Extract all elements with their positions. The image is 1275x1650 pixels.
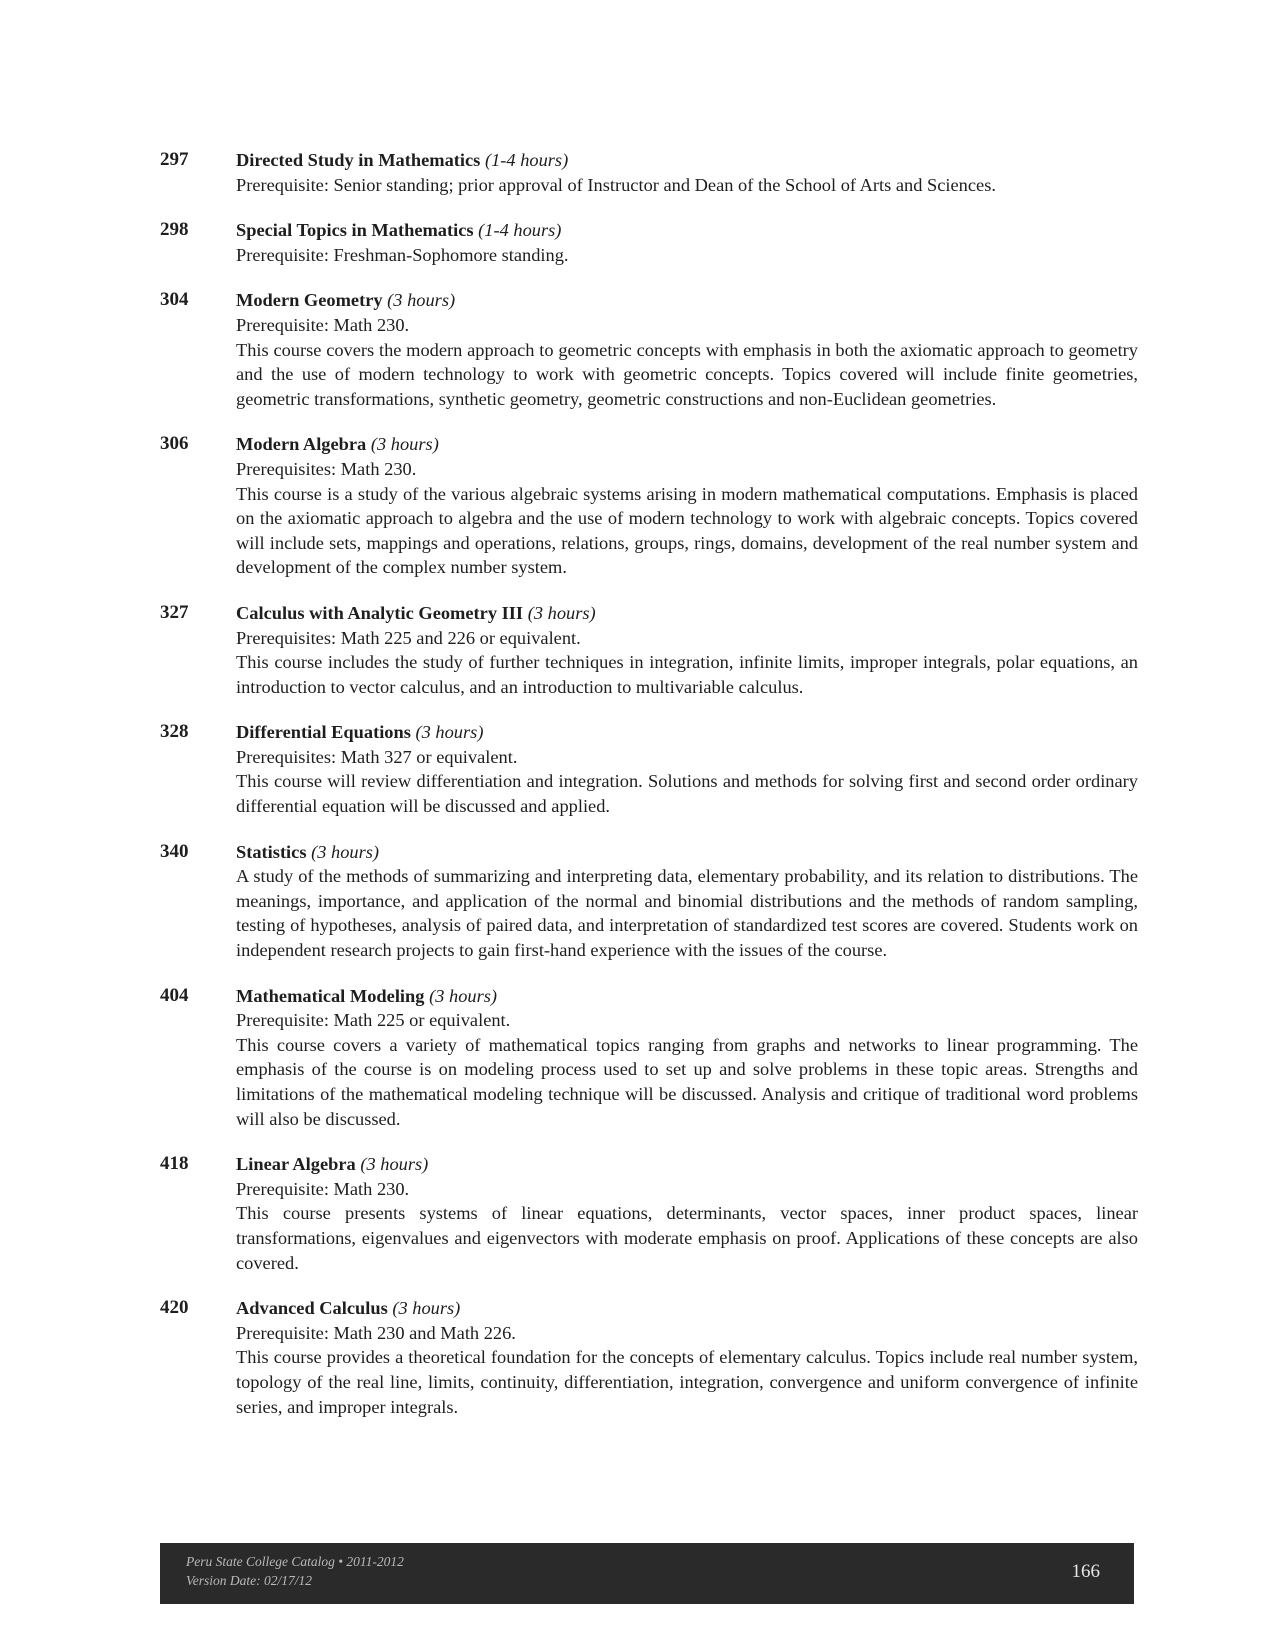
course-list xyxy=(160,148,1138,1440)
course-entry xyxy=(160,288,1138,411)
course-body xyxy=(236,288,1138,411)
course-title-line xyxy=(236,288,1138,313)
course-title-line xyxy=(236,840,1138,865)
course-prerequisite: Prerequisite: Freshman-Sophomore standing. xyxy=(236,244,569,265)
course-entry xyxy=(160,1296,1138,1419)
course-number: 298 xyxy=(160,219,189,241)
course-title-line xyxy=(236,432,1138,457)
course-description: A study of the methods of summarizing and interpreting data, elementary probability, and its relation to distributions. The meanings, importance, and application of the normal and binomial distributions and the methods of random sampling, testing of hypotheses, analysis of paired data, and interpretation of standardized test scores are covered. Students work on independent research projects to gain first-hand experience with the issues of the course. xyxy=(236,866,1138,961)
course-title: Special Topics in Mathematics xyxy=(236,220,474,241)
course-prerequisite: Prerequisites: Math 225 and 226 or equivalent. xyxy=(236,627,581,648)
course-description: This course presents systems of linear equations, determinants, vector spaces, inner product spaces, linear transformations, eigenvalues and eigenvectors with moderate emphasis on proof. Applications of these concepts are also covered. xyxy=(236,1203,1138,1273)
course-title: Modern Algebra xyxy=(236,434,367,455)
course-title: Directed Study in Mathematics xyxy=(236,150,481,170)
course-title-line xyxy=(236,218,1138,243)
course-prerequisite: Prerequisite: Math 230. xyxy=(236,314,410,335)
course-prerequisite: Prerequisite: Math 230. xyxy=(236,1178,410,1199)
course-hours: (3 hours) xyxy=(415,722,484,743)
course-title-line xyxy=(236,1296,1138,1321)
course-entry xyxy=(160,432,1138,580)
course-number: 418 xyxy=(160,1153,189,1175)
course-hours: (3 hours) xyxy=(360,1154,429,1175)
course-title: Linear Algebra xyxy=(236,1154,356,1175)
course-description: This course covers the modern approach to geometric concepts with emphasis in both the axiomatic approach to geometry and the use of modern technology to work with geometric concepts. Topics covered will include finite geometries, geometric transformations, synthetic geometry, geometric constructions and non-Euclidean geometries. xyxy=(236,339,1138,409)
course-title-line xyxy=(236,1152,1138,1177)
course-hours: (3 hours) xyxy=(429,985,498,1006)
course-entry xyxy=(160,720,1138,818)
course-body xyxy=(236,840,1138,963)
course-title-line xyxy=(236,148,1138,173)
course-hours: (3 hours) xyxy=(370,434,439,455)
course-hours: (3 hours) xyxy=(311,841,380,862)
course-title: Calculus with Analytic Geometry III xyxy=(236,602,524,623)
course-prerequisite: Prerequisites: Math 230. xyxy=(236,458,417,479)
course-title-line xyxy=(236,984,1138,1009)
course-description: This course covers a variety of mathematical topics ranging from graphs and networks to linear programming. The emphasis of the course is on modeling process used to set up and solve problems in these topic areas. Strengths and limitations of the mathematical modeling technique will be discussed. Analysis and critique of traditional word problems will also be discussed. xyxy=(236,1034,1138,1129)
course-hours: (3 hours) xyxy=(527,602,596,623)
course-title: Advanced Calculus xyxy=(236,1298,388,1319)
course-number: 306 xyxy=(160,433,189,455)
course-number: 297 xyxy=(160,149,189,170)
course-description: This course provides a theoretical foundation for the concepts of elementary calculus. Topics include real number system, topology of the real line, limits, continuity, differentiation, integration, convergence and uniform convergence of infinite series, and improper integrals. xyxy=(236,1347,1138,1417)
catalog-title: Peru State College Catalog • 2011-2012 xyxy=(186,1554,404,1569)
course-number: 340 xyxy=(160,840,189,862)
course-hours: (1-4 hours) xyxy=(478,220,562,241)
course-description: This course will review differentiation and integration. Solutions and methods for solving first and second order ordinary differential equation will be discussed and applied. xyxy=(236,771,1138,817)
course-body xyxy=(236,720,1138,818)
course-entry xyxy=(160,601,1138,699)
course-body xyxy=(236,218,1138,267)
page-number: 166 xyxy=(1071,1561,1100,1582)
course-prerequisite: Prerequisite: Math 225 or equivalent. xyxy=(236,1010,511,1031)
version-date: Version Date: 02/17/12 xyxy=(186,1573,312,1588)
course-body xyxy=(236,148,1138,197)
course-entry xyxy=(160,148,1138,197)
course-hours: (3 hours) xyxy=(387,290,456,311)
course-title: Differential Equations xyxy=(236,722,411,743)
course-entry xyxy=(160,1152,1138,1275)
course-body xyxy=(236,1152,1138,1275)
course-body xyxy=(236,432,1138,580)
course-body xyxy=(236,984,1138,1132)
course-hours: (1-4 hours) xyxy=(484,150,569,170)
course-number: 304 xyxy=(160,289,189,311)
course-number: 327 xyxy=(160,601,189,623)
course-body xyxy=(236,1296,1138,1419)
course-body xyxy=(236,601,1138,699)
course-description: This course is a study of the various algebraic systems arising in modern mathematical computations. Emphasis is placed on the axiomatic approach to algebra and the use of modern technology to work with algebraic concepts. Topics covered will include sets, mappings and operations, relations, groups, rings, domains, development of the real number system and development of the complex number system. xyxy=(236,483,1138,578)
course-title: Mathematical Modeling xyxy=(236,985,425,1006)
course-entry xyxy=(160,984,1138,1132)
course-prerequisite: Prerequisite: Math 230 and Math 226. xyxy=(236,1322,516,1343)
course-prerequisite: Prerequisites: Math 327 or equivalent. xyxy=(236,746,518,767)
course-entry xyxy=(160,218,1138,267)
course-number: 420 xyxy=(160,1297,189,1319)
course-title: Statistics xyxy=(236,841,307,862)
course-title-line xyxy=(236,720,1138,745)
course-title: Modern Geometry xyxy=(236,290,383,311)
page-footer xyxy=(160,1543,1134,1604)
course-prerequisite: Prerequisite: Senior standing; prior approval of Instructor and Dean of the School of Arts and Sciences. xyxy=(236,174,996,195)
course-entry xyxy=(160,840,1138,963)
course-hours: (3 hours) xyxy=(392,1298,461,1319)
course-title-line xyxy=(236,601,1138,626)
course-number: 404 xyxy=(160,984,189,1006)
footer-text xyxy=(186,1552,404,1590)
course-number: 328 xyxy=(160,721,189,743)
course-description: This course includes the study of further techniques in integration, infinite limits, improper integrals, polar equations, an introduction to vector calculus, and an introduction to multivariable calculus. xyxy=(236,652,1138,697)
